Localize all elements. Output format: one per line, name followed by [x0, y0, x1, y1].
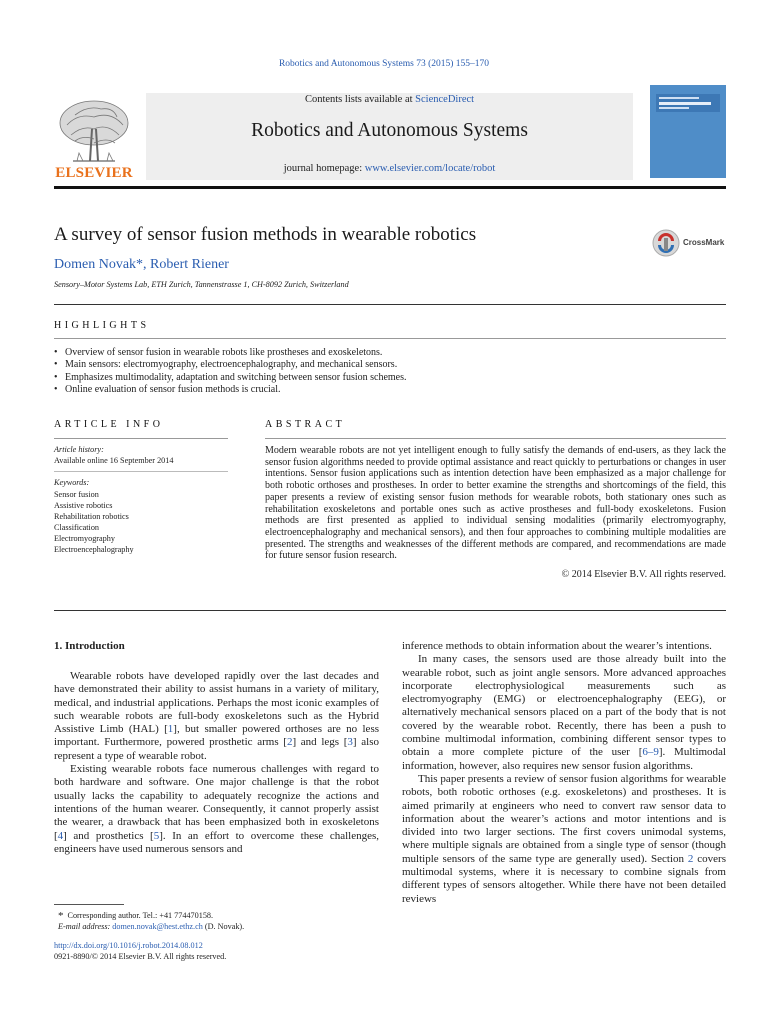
abstract-bottom-divider [54, 610, 726, 611]
text-run: This paper presents a review of sensor fusion algorithms for wearable robots, both robotic orthoses (e.g. exoskeletons) and prostheses. It is aimed primarily at engineers who need to convert raw sensor data to information about the wearer’s actions and motor intentions and is divided into two larger sections. The first covers unimodal systems, where multiple signals are obtained from a single type of sensor (though multiple sensors of the same type are generally used). Section [402, 772, 726, 865]
journal-cover-thumbnail[interactable] [650, 85, 726, 178]
citation-link[interactable]: 6–9 [642, 746, 659, 759]
keyword-item: Assistive robotics [54, 501, 113, 510]
abstract-heading: ABSTRACT [265, 419, 346, 430]
doi-line[interactable] [54, 941, 203, 950]
text-run: ]. Multimodal information, however, also requires new sensor fusion algorithms. [402, 746, 726, 772]
citation-link[interactable]: 1 [167, 723, 174, 736]
citation-link[interactable]: 3 [347, 736, 353, 749]
text-run: Existing wearable robots face numerous challenges with regard to both hardware and software. One major challenge is that the robot usually lacks the capability to adequately recognize the actions and intentions of the human wearer. Consequently, it cannot properly assist the wearer, a drawback that has been emphasized both in exoskeletons [ [54, 763, 379, 842]
abstract-text: Modern wearable robots are not yet intelligent enough to fully satisfy the demands of end-users, as they lack the sensor fusion algorithms needed to provide optimal assistance and react quickly to perturbations or changes in user intentions. Sensor fusion applications such as intention detection have been emphasized as a major challenge for both robotic orthoses and prostheses. In order to better examine the strengths and shortcomings of the field, this paper presents a review of existing sensor fusion methods for wearable robots, both stationary ones such as rehabilitation exoskeletons and portable ones such as active prostheses and full-body exoskeletons. Fusion methods are first presented as applied to individual sensing modalities (primarily electromyography, electroencephalography and mechanical sensors), and then four approaches to combining multiple modalities are presented. The strengths and weaknesses of the different methods are compared, and recommendations are made for future sensor fusion research. [265, 445, 726, 562]
author-novak[interactable]: Domen Novak [54, 257, 137, 272]
keyword-item: Electroencephalography [54, 545, 134, 554]
highlight-item: • Emphasizes multimodality, adaptation and switching between sensor fusion schemes. [54, 372, 407, 384]
homepage-prefix: journal homepage: [283, 163, 365, 174]
body-paragraph [54, 670, 379, 763]
keywords-list [54, 489, 134, 555]
contents-line [146, 94, 633, 105]
title-divider [54, 304, 726, 305]
keyword-item: Classification [54, 523, 100, 532]
history-divider [54, 471, 228, 472]
corresponding-marker[interactable]: * [136, 257, 144, 272]
highlights-heading: HIGHLIGHTS [54, 320, 150, 331]
body-column-right [402, 640, 726, 906]
citation-link[interactable]: 4 [57, 829, 64, 842]
author-list [54, 257, 229, 273]
footnote-text: Corresponding author. Tel.: +41 774470158. [67, 911, 214, 920]
journal-reference[interactable] [0, 59, 768, 69]
text-run: ] and legs [ [292, 736, 348, 749]
citation-link[interactable]: 2 [286, 736, 293, 749]
doi-link[interactable]: http://dx.doi.org/10.1016/j.robot.2014.08.012 [54, 941, 203, 950]
text-run: ] also represent a type of wearable robot. [54, 736, 379, 762]
journal-reference-link[interactable]: Robotics and Autonomous Systems 73 (2015) 155–170 [278, 59, 490, 69]
section-heading-introduction: 1. Introduction [54, 640, 125, 652]
contents-prefix: Contents lists available at [304, 94, 416, 105]
journal-title: Robotics and Autonomous Systems [251, 120, 528, 141]
author-riener[interactable]: Robert Riener [150, 257, 229, 272]
body-paragraph [402, 653, 726, 773]
footnote-marker: * [58, 910, 64, 922]
affiliation: Sensory–Motor Systems Lab, ETH Zurich, Tannenstrasse 1, CH-8092 Zurich, Switzerland [54, 280, 349, 289]
article-info-divider [54, 438, 228, 439]
cover-title-art [656, 94, 720, 112]
author-separator: , [143, 257, 151, 272]
corresponding-author-footnote [54, 910, 213, 922]
text-run: Wearable robots have developed rapidly over the last decades and have demonstrated their ability to assist humans in a variety of military, medical, and industrial applications. Perhaps the most iconic examples of such wearable robots are full-body exoskeletons such as the Hybrid Assistive Limb (HAL) [ [54, 670, 379, 736]
text-run: ], but smaller powered orthoses are no less important. Furthermore, powered prosthetic arms [ [54, 723, 380, 749]
keyword-item: Electromyography [54, 534, 115, 543]
abstract-divider [265, 438, 726, 439]
history-value: Available online 16 September 2014 [54, 456, 174, 465]
highlight-item: • Main sensors: electromyography, electroencephalography, and mechanical sensors. [54, 359, 407, 371]
highlight-item: • Overview of sensor fusion in wearable robots like prostheses and exoskeletons. [54, 347, 407, 359]
highlight-item: • Online evaluation of sensor fusion methods is crucial. [54, 384, 407, 396]
keywords-label: Keywords: [54, 478, 90, 487]
email-footnote [54, 922, 244, 931]
article-info-heading: ARTICLE INFO [54, 419, 164, 430]
body-paragraph: inference methods to obtain information about the wearer’s intentions. [402, 640, 712, 652]
email-link[interactable]: domen.novak@hest.ethz.ch [112, 922, 203, 931]
body-paragraph [402, 773, 726, 906]
crossmark-badge[interactable] [652, 229, 728, 257]
text-run: ] and prosthetics [ [63, 829, 154, 842]
text-run: covers multimodal systems, where it is necessary to combine signals from different types of sensors altogether. While there have not been detailed reviews [402, 852, 726, 905]
text-run: In many cases, the sensors used are those already built into the wearable robot, such as joint angle sensors. More advanced approaches incorporate electrophysiological measurements such as electromyography (EMG) or electroencephalography (EEG), or alternatively mechanical sensors placed on a part of the body that is not covered by the wearable robot. Recently, there has been a push to combine multimodal information, combining different sensor types to obtain a more complete picture of the user [ [402, 653, 726, 759]
highlights-divider [54, 338, 726, 339]
homepage-line [146, 163, 633, 174]
email-label: E-mail address: [58, 922, 113, 931]
header-divider [54, 186, 726, 189]
history-label: Article history: [54, 445, 104, 454]
article-title: A survey of sensor fusion methods in wearable robotics [54, 224, 477, 245]
homepage-link[interactable]: www.elsevier.com/locate/robot [364, 163, 496, 174]
crossmark-icon [652, 229, 680, 257]
keyword-item: Rehabilitation robotics [54, 512, 129, 521]
crossmark-label: CrossMark [683, 238, 725, 247]
highlights-list [54, 347, 407, 397]
citation-link[interactable]: 5 [153, 829, 160, 842]
body-paragraph [54, 763, 379, 856]
body-column-left [54, 670, 379, 856]
issn-line: 0921-8890/© 2014 Elsevier B.V. All rights reserved. [54, 952, 227, 961]
sciencedirect-link[interactable]: ScienceDirect [415, 94, 475, 105]
abstract-copyright: © 2014 Elsevier B.V. All rights reserved. [561, 569, 726, 580]
elsevier-wordmark: ELSEVIER [55, 165, 133, 181]
text-run: ]. In an effort to overcome these challenges, engineers have used numerous sensors and [54, 829, 379, 855]
section-link[interactable]: 2 [687, 852, 694, 865]
footnote-divider [54, 904, 124, 905]
keyword-item: Sensor fusion [54, 490, 99, 499]
email-suffix: (D. Novak). [202, 922, 245, 931]
